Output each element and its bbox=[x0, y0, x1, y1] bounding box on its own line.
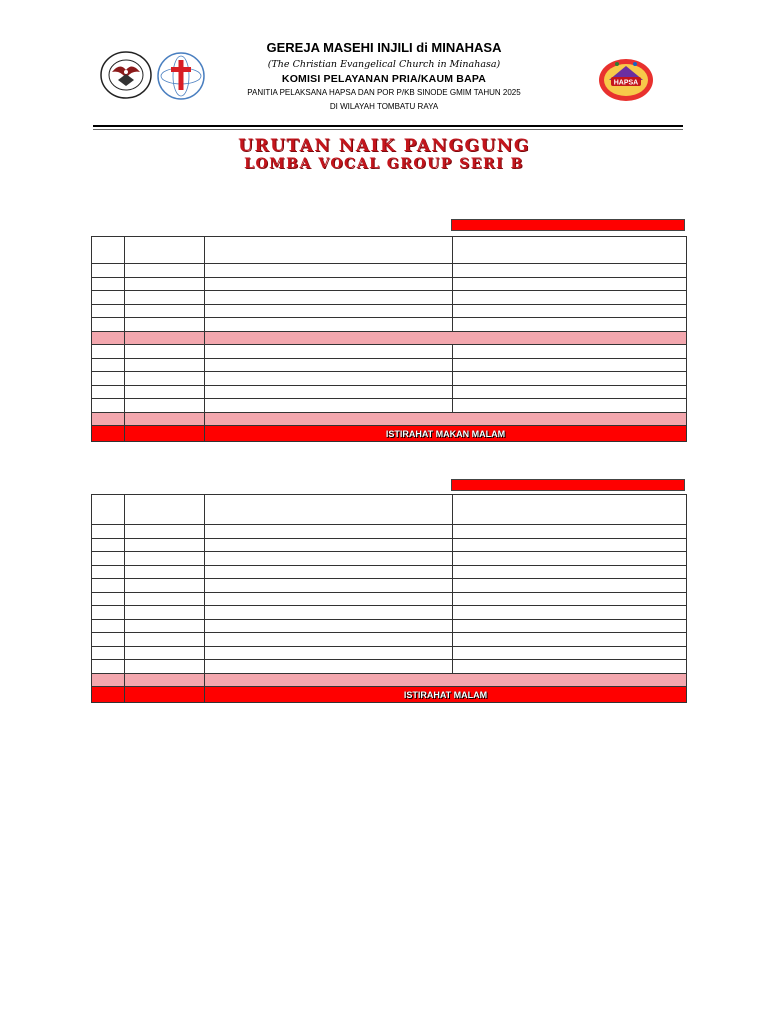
table-row bbox=[92, 525, 687, 539]
table-header-row bbox=[92, 237, 687, 264]
table-row bbox=[92, 606, 687, 620]
table-row bbox=[92, 646, 687, 660]
table-row bbox=[92, 385, 687, 399]
table-row bbox=[92, 358, 687, 372]
document-title: URUTAN NAIK PANGGUNG bbox=[238, 136, 530, 156]
table-row bbox=[92, 318, 687, 332]
document-header bbox=[0, 0, 768, 130]
document-subtitle: LOMBA VOCAL GROUP SERI B bbox=[244, 156, 524, 172]
table-row bbox=[92, 579, 687, 593]
table-row bbox=[92, 304, 687, 318]
table-row bbox=[92, 619, 687, 633]
table-row bbox=[92, 372, 687, 386]
table-row bbox=[92, 565, 687, 579]
break-row bbox=[92, 426, 687, 442]
session-1-banner bbox=[451, 219, 685, 231]
table-row bbox=[92, 592, 687, 606]
panitia-line: PANITIA PELAKSANA HAPSA DAN POR P/KB SINODE GMIM TAHUN 2025 bbox=[247, 88, 521, 97]
table-row bbox=[92, 277, 687, 291]
table-row bbox=[92, 291, 687, 305]
table-row bbox=[92, 399, 687, 413]
highlight-row bbox=[92, 412, 687, 426]
table-row bbox=[92, 538, 687, 552]
organization-name: GEREJA MASEHI INJILI di MINAHASA bbox=[266, 40, 502, 55]
session-2-banner bbox=[451, 479, 685, 491]
table-row bbox=[92, 633, 687, 647]
session-2-table bbox=[91, 494, 687, 703]
highlight-row bbox=[92, 331, 687, 345]
header-divider bbox=[93, 125, 683, 127]
komisi-name: KOMISI PELAYANAN PRIA/KAUM BAPA bbox=[281, 73, 487, 85]
header-divider-thin bbox=[93, 129, 683, 130]
break-label: ISTIRAHAT MALAM bbox=[205, 687, 687, 703]
table-row bbox=[92, 345, 687, 359]
table-row bbox=[92, 660, 687, 674]
highlight-row bbox=[92, 673, 687, 687]
wilayah-line: DI WILAYAH TOMBATU RAYA bbox=[329, 102, 439, 111]
table-header-row bbox=[92, 495, 687, 525]
english-name: (The Christian Evangelical Church in Minahasa) bbox=[267, 59, 501, 70]
hapsa-logo-text: HAPSA bbox=[613, 79, 639, 87]
session-1-table bbox=[91, 236, 687, 442]
break-label: ISTIRAHAT MAKAN MALAM bbox=[205, 426, 687, 442]
table-row bbox=[92, 264, 687, 278]
table-row bbox=[92, 552, 687, 566]
break-row bbox=[92, 687, 687, 703]
